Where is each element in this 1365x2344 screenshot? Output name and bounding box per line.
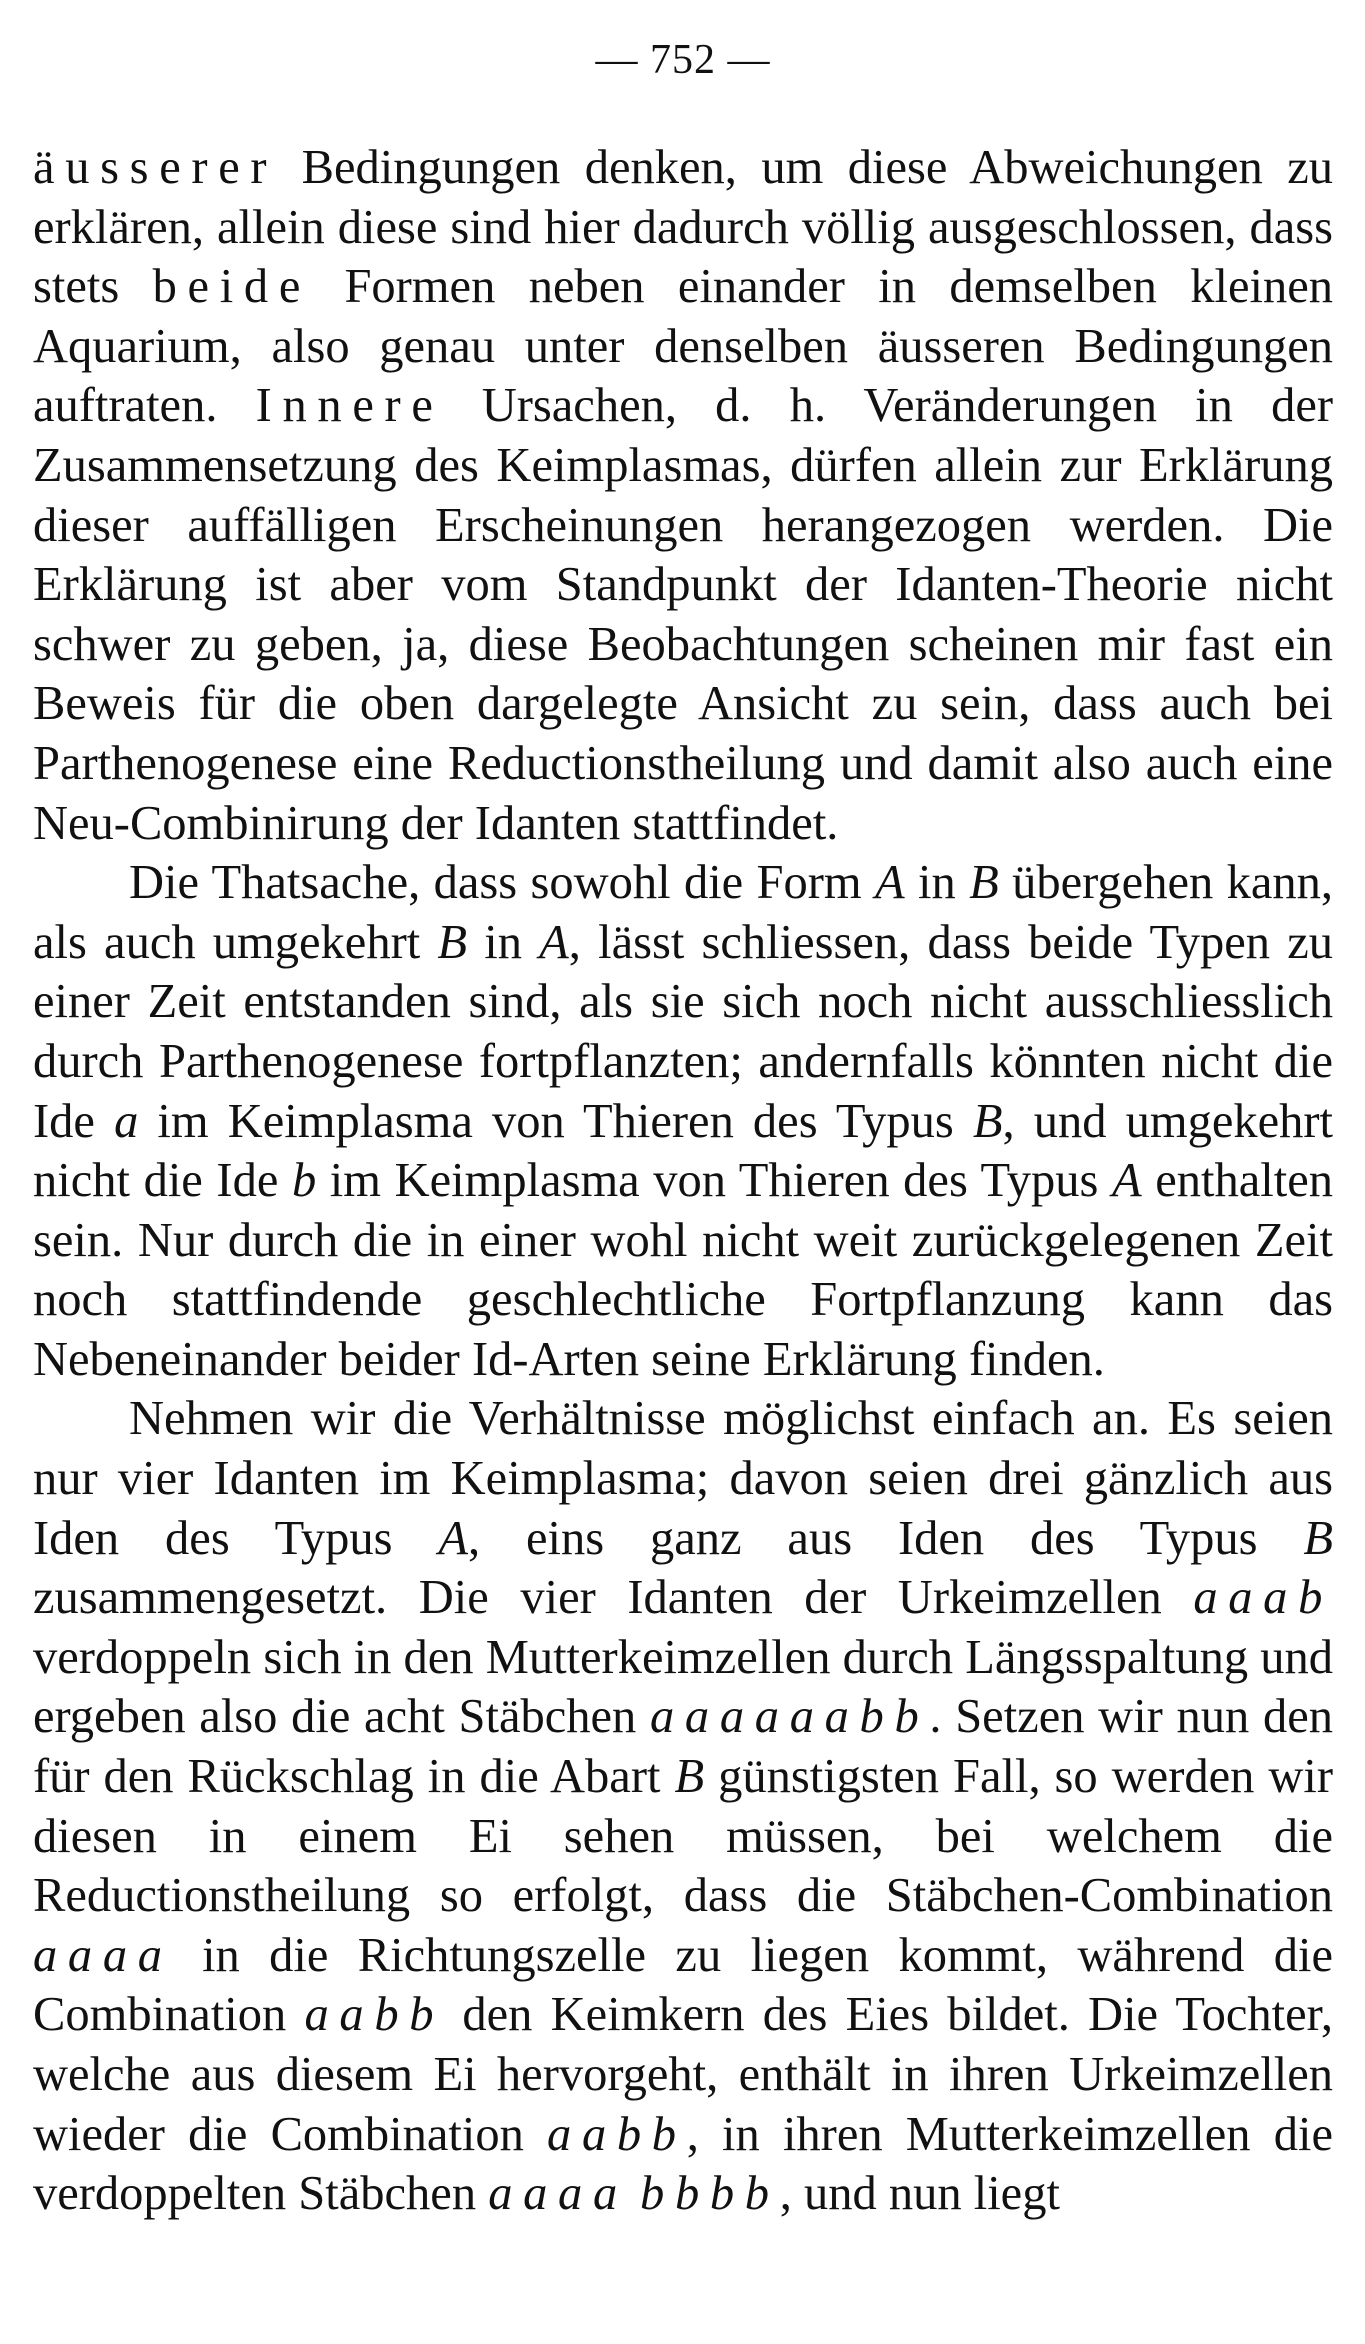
text-run: aaab bbox=[1193, 1571, 1333, 1625]
text-run: aaaaaabb bbox=[650, 1690, 930, 1744]
text-run: im Keimplasma von Thieren des Typus bbox=[316, 1154, 1112, 1208]
text-run: B bbox=[972, 1094, 1003, 1148]
text-run: äusserer bbox=[33, 141, 278, 194]
text-run: Formen neben einander in demselben kleinen Aquarium, also genau unter denselben äusseren Bedingungen auftraten. bbox=[33, 260, 1333, 433]
text-run: Nehmen wir die Verhältnisse möglichst einfach an. Es seien nur vier Idanten im Keimplasma; davon seien drei gänzlich aus Iden des Typus bbox=[33, 1392, 1333, 1565]
text-run: , lässt schliessen, dass beide Typen zu einer Zeit entstanden sind, als sie sich noch nicht ausschliesslich durch Parthenogenese fortpflanzten; andernfalls könnten nicht die Ide bbox=[33, 915, 1333, 1148]
text-run: beide bbox=[152, 260, 312, 314]
text-run: B bbox=[437, 915, 468, 969]
text-run: A bbox=[438, 1511, 469, 1565]
text-run: A bbox=[875, 856, 905, 910]
text-run: B bbox=[969, 856, 999, 910]
text-run: enthalten sein. Nur durch die in einer wohl nicht weit zurückgelegenen Zeit noch stattfindende geschlechtliche Fortpflanzung kann das Nebeneinander beider Id-Arten seine Erklärung finden. bbox=[33, 1154, 1333, 1386]
text-run: , in ihren Mutterkeimzellen die verdoppelten Stäbchen bbox=[33, 2107, 1333, 2221]
text-run bbox=[628, 2167, 640, 2220]
text-run: in bbox=[904, 856, 970, 910]
text-run: aaaa bbox=[488, 2167, 628, 2221]
text-run: , und umgekehrt nicht die Ide bbox=[33, 1094, 1333, 1208]
text-run: im Keimplasma von Thieren des Typus bbox=[138, 1094, 973, 1148]
text-run: aabb bbox=[547, 2107, 687, 2161]
paragraph-3 bbox=[33, 1389, 1333, 2223]
text-run: aaaa bbox=[33, 1928, 173, 1982]
text-run: übergehen kann, als auch umgekehrt bbox=[33, 856, 1333, 969]
text-run: b bbox=[291, 1154, 317, 1208]
text-run: B bbox=[674, 1750, 705, 1804]
text-run: . Setzen wir nun den für den Rückschlag in die Abart bbox=[33, 1690, 1333, 1804]
text-run: den Keimkern des Eies bildet. Die Tochter, welche aus diesem Ei hervorgeht, enthält in ihren Urkeimzellen wieder die Combination bbox=[33, 1988, 1334, 2161]
text-run: A bbox=[1112, 1154, 1142, 1208]
text-run: günstigsten Fall, so werden wir diesen in einem Ei sehen müssen, bei welchem die Reductionstheilung so erfolgt, dass die Stäbchen-Combination bbox=[33, 1750, 1334, 1923]
text-run: aabb bbox=[304, 1988, 445, 2042]
text-run: verdoppeln sich in den Mutterkeimzellen durch Längsspaltung und ergeben also die acht Stäbchen bbox=[33, 1630, 1333, 1744]
text-run: Ursachen, d. h. Veränderungen in der Zusammensetzung des Keimplasmas, dürfen allein zur Erklärung dieser auffälligen Erscheinungen herangezogen werden. Die Erklärung ist aber vom Standpunkt der Idanten-Theorie nicht schwer zu geben, ja, diese Beobachtungen scheinen mir fast ein Beweis für die oben dargelegte Ansicht zu sein, dass auch bei Parthenogenese eine Reductionstheilung und damit also auch eine Neu-Combinirung der Idanten stattfindet. bbox=[33, 379, 1333, 850]
text-run: Innere bbox=[255, 379, 444, 433]
text-run: , eins ganz aus Iden des Typus bbox=[468, 1511, 1304, 1565]
text-run: in die Richtungszelle zu liegen kommt, während die Combination bbox=[33, 1928, 1333, 2042]
paragraph-1 bbox=[33, 138, 1333, 853]
text-run: A bbox=[539, 915, 569, 969]
text-run: B bbox=[1303, 1511, 1333, 1565]
text-run: a bbox=[114, 1094, 139, 1148]
text-run: Die Thatsache, dass sowohl die Form bbox=[129, 856, 876, 910]
document-page bbox=[33, 30, 1333, 2224]
text-run: zusammengesetzt. Die vier Idanten der Urkeimzellen bbox=[33, 1571, 1194, 1625]
text-run: , und nun liegt bbox=[779, 2167, 1060, 2221]
text-run: in bbox=[467, 915, 540, 969]
paragraph-2 bbox=[33, 853, 1333, 1389]
text-run: bbbb bbox=[640, 2167, 780, 2221]
page-number: — 752 — bbox=[595, 37, 771, 83]
text-run: Bedingungen denken, um diese Abweichungen zu erklären, allein diese sind hier dadurch völlig ausgeschlossen, dass stets bbox=[33, 141, 1333, 314]
